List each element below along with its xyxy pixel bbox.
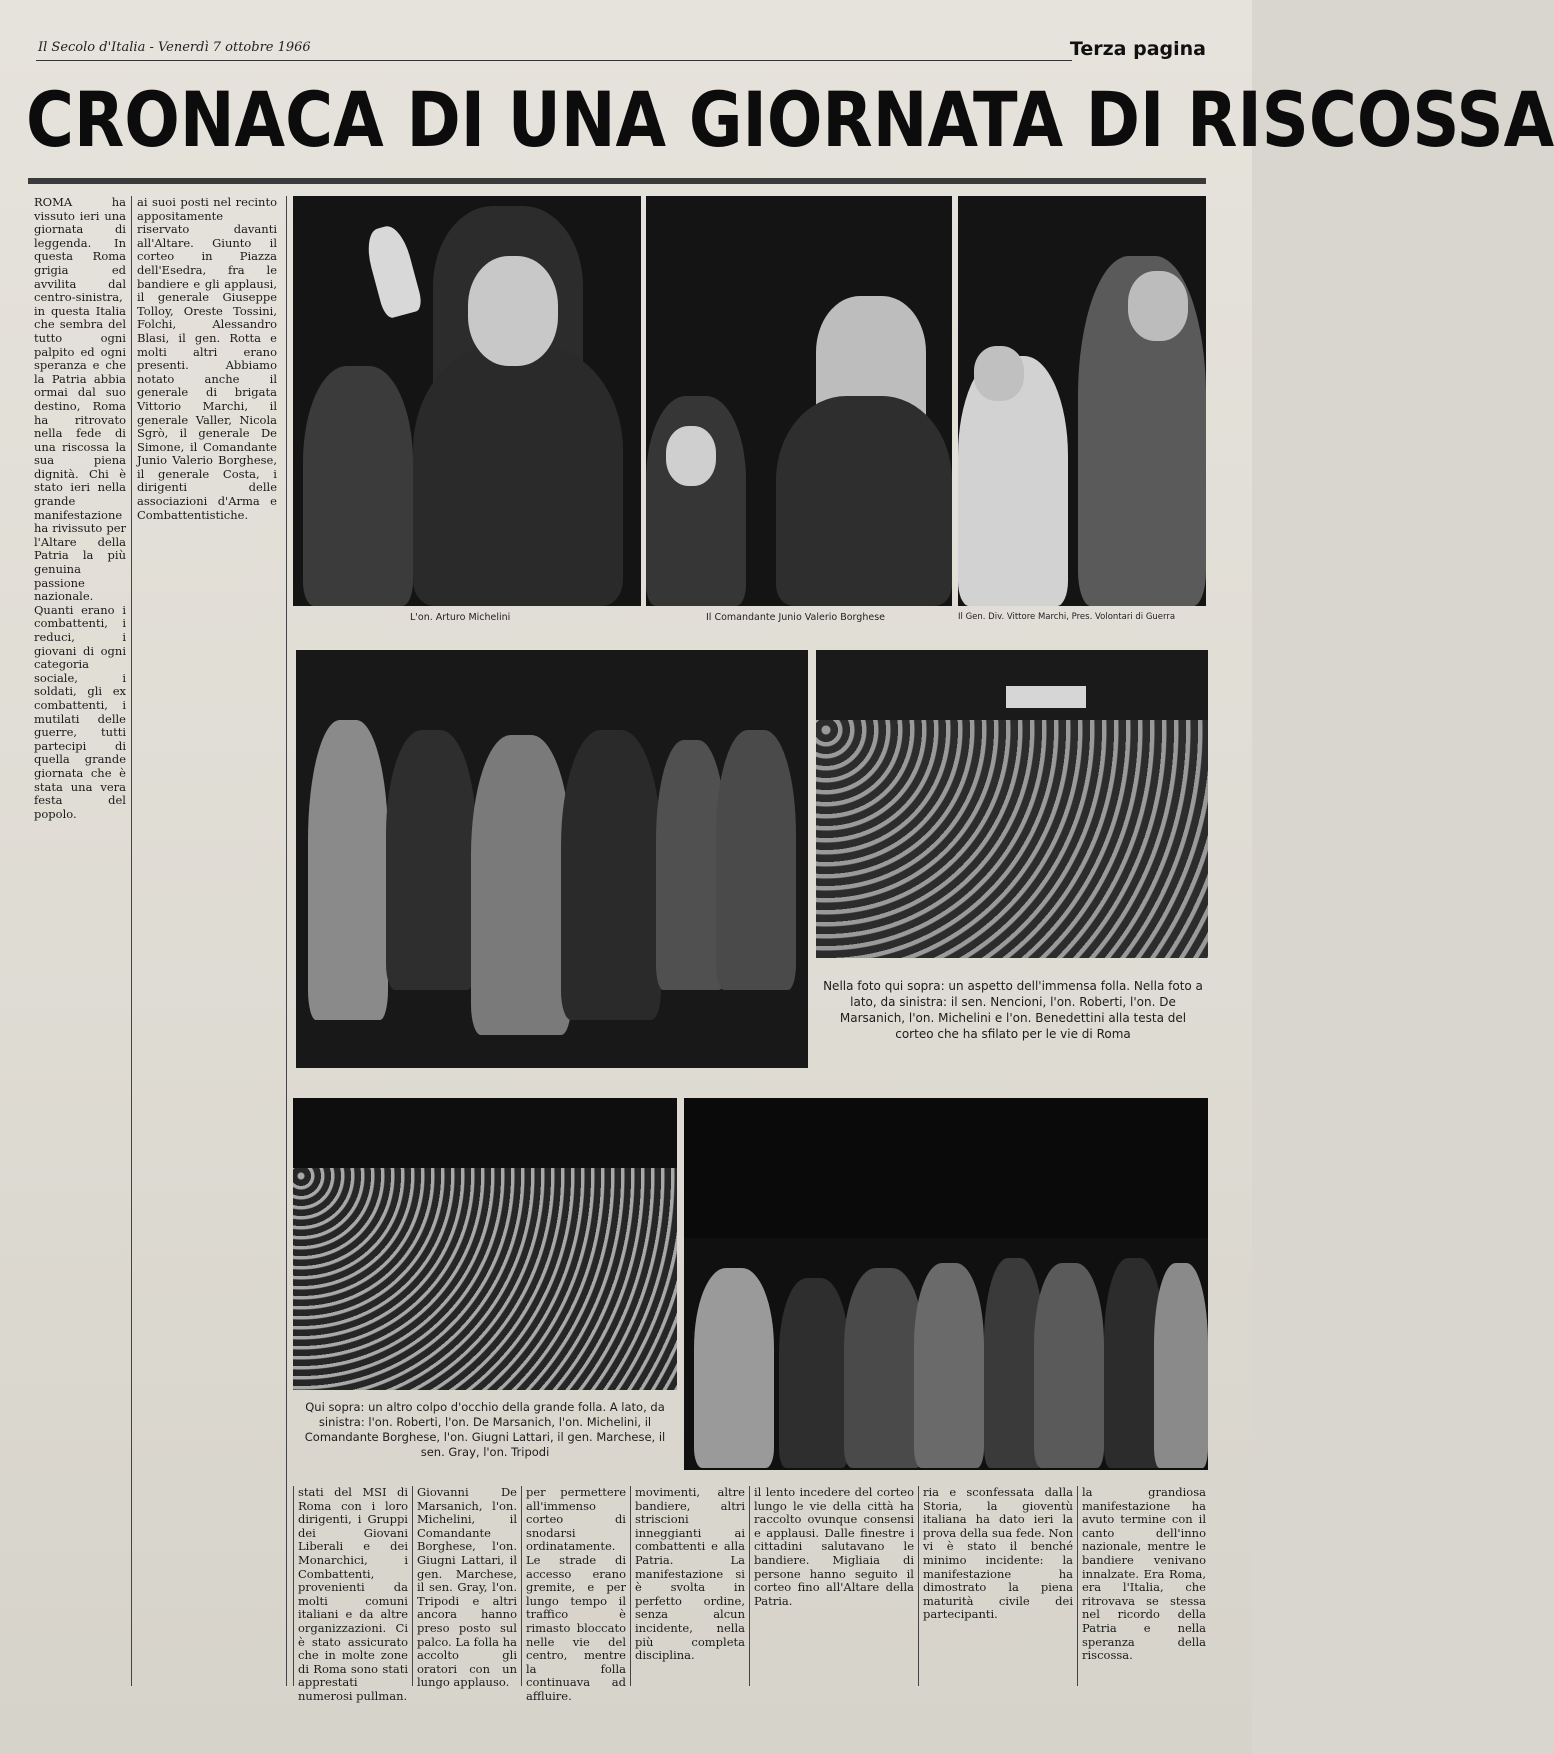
bottom-column-3 (526, 1485, 626, 1703)
column-rule (1077, 1486, 1078, 1686)
column-rule (293, 1486, 294, 1686)
bottom-column-7 (1082, 1486, 1206, 1686)
column-rule (521, 1486, 522, 1686)
caption-photo-5: Nella foto qui sopra: un aspetto dell'immensa folla. Nella foto a lato, da sinistra: il sen. Nencioni, l'on. Roberti, l'on. De Marsanich, l'on. Michelini e l'on. Benedettini alla testa del corteo che ha sfilato per le vie di Roma (823, 979, 1203, 1041)
photo-folla-2 (293, 1098, 677, 1390)
photo-borghese (646, 196, 952, 606)
column-rule (131, 196, 132, 1686)
bottom-column-1 (298, 1485, 408, 1703)
masthead-date: Il Secolo d'Italia - Venerdì 7 ottobre 1966 (38, 40, 311, 55)
column-rule (630, 1486, 631, 1686)
bottom-column-6 (923, 1486, 1073, 1686)
article-text: ROMA ha vissuto ieri una giornata di leggenda. In questa Roma grigia ed avvilita dal centro-sinistra, in questa Italia che sembra del tutto ogni palpito ed ogni speranza e che la Patria abbia ormai dal suo destino, Roma ha ritrovato nella fede di una riscossa la sua piena dignità. Chi è stato ieri nella grande manifestazione ha rivissuto per l'Altare della Patria la più genuina passione nazionale. Quanti erano i combattenti, i reduci, i giovani di ogni categoria sociale, i soldati, gli ex combattenti, i mutilati delle guerre, tutti partecipi di quella grande giornata che è stata una vera festa del popolo. (34, 195, 126, 821)
article-column-1 (34, 196, 126, 1684)
caption-photo-6: Qui sopra: un altro colpo d'occhio della grande folla. A lato, da sinistra: l'on. Roberti, l'on. De Marsanich, l'on. Michelini, il Comandante Borghese, l'on. Giugni Lattari, il gen. Marchese, il sen. Gray, l'on. Tripodi (304, 1400, 666, 1459)
photo-corteo-leaders (296, 650, 808, 1068)
headline-rule (28, 178, 1206, 184)
column-rule (286, 196, 287, 1686)
column-rule (918, 1486, 919, 1686)
article-text: Giovanni De Marsanich, l'on. Michelini, il Comandante Borghese, l'on. Giugni Lattari, il gen. Marchese, il sen. Gray, l'on. Tripodi e altri ancora hanno preso posto sul palco. La folla ha accolto gli oratori con un lungo applauso. (417, 1485, 517, 1690)
article-text: il lento incedere del corteo lungo le vie della città ha raccolto ovunque consensi e applausi. Dalle finestre i cittadini salutavano le bandiere. Migliaia di persone hanno seguito il corteo fino all'Altare della Patria. (754, 1485, 914, 1608)
photo-folla (816, 650, 1208, 958)
bottom-column-5 (754, 1486, 914, 1686)
article-text: per permettere all'immenso corteo di snodarsi ordinatamente. Le strade di accesso erano gremite, e per lungo tempo il traffico è rimasto bloccato nelle vie del centro, mentre la folla continuava ad affluire. (526, 1485, 626, 1703)
caption-photo-3: Il Gen. Div. Vittore Marchi, Pres. Volontari di Guerra (958, 612, 1176, 622)
article-text: ria e sconfessata dalla Storia, la gioventù italiana ha dato ieri la prova della sua fede. Non vi è stato il benché minimo incidente: la manifestazione ha dimostrato la piena maturità civile dei partecipanti. (923, 1485, 1073, 1622)
caption-photo-1: L'on. Arturo Michelini (410, 612, 511, 623)
article-text: la grandiosa manifestazione ha avuto termine con il canto dell'inno nazionale, mentre le bandiere venivano innalzate. Era Roma, era l'Italia, che ritrovava se stessa nel ricordo della Patria e nella speranza della riscossa. (1082, 1485, 1206, 1663)
masthead-rule (36, 60, 1072, 61)
article-column-2 (137, 196, 277, 1684)
caption-photo-2: Il Comandante Junio Valerio Borghese (706, 612, 885, 623)
column-rule (749, 1486, 750, 1686)
article-text: movimenti, altre bandiere, altri striscioni inneggianti ai combattenti e alla Patria. La manifestazione si è svolta in perfetto ordine, senza alcun incidente, nella più completa disciplina. (635, 1485, 745, 1663)
section-label: Terza pagina (1069, 38, 1206, 60)
photo-corteo-saluto (684, 1098, 1208, 1470)
article-text: stati del MSI di Roma con i loro dirigenti, i Gruppi dei Giovani Liberali e dei Monarchici, i Combattenti, provenienti da molti comuni italiani e da altre organizzazioni. Ci è stato assicurato che in molte zone di Roma sono stati apprestati numerosi pullman. (298, 1485, 408, 1703)
photo-marchi (958, 196, 1206, 606)
crowd-banner (1006, 686, 1086, 708)
page-headline: CRONACA DI UNA GIORNATA DI RISCOSSA (26, 75, 1554, 164)
column-rule (412, 1486, 413, 1686)
bottom-column-4 (635, 1486, 745, 1686)
article-text: ai suoi posti nel recinto appositamente riservato davanti all'Altare. Giunto il corteo in Piazza dell'Esedra, fra le bandiere e gli applausi, il generale Giuseppe Tolloy, Oreste Tossini, Folchi, Alessandro Blasi, il gen. Rotta e molti altri erano presenti. Abbiamo notato anche il generale di brigata Vittorio Marchi, il generale Valler, Nicola Sgrò, il generale De Simone, il Comandante Junio Valerio Borghese, il generale Costa, i dirigenti delle associazioni d'Arma e Combattentistiche. (137, 195, 277, 522)
photo-michelini (293, 196, 641, 606)
bottom-column-2 (417, 1485, 517, 1690)
